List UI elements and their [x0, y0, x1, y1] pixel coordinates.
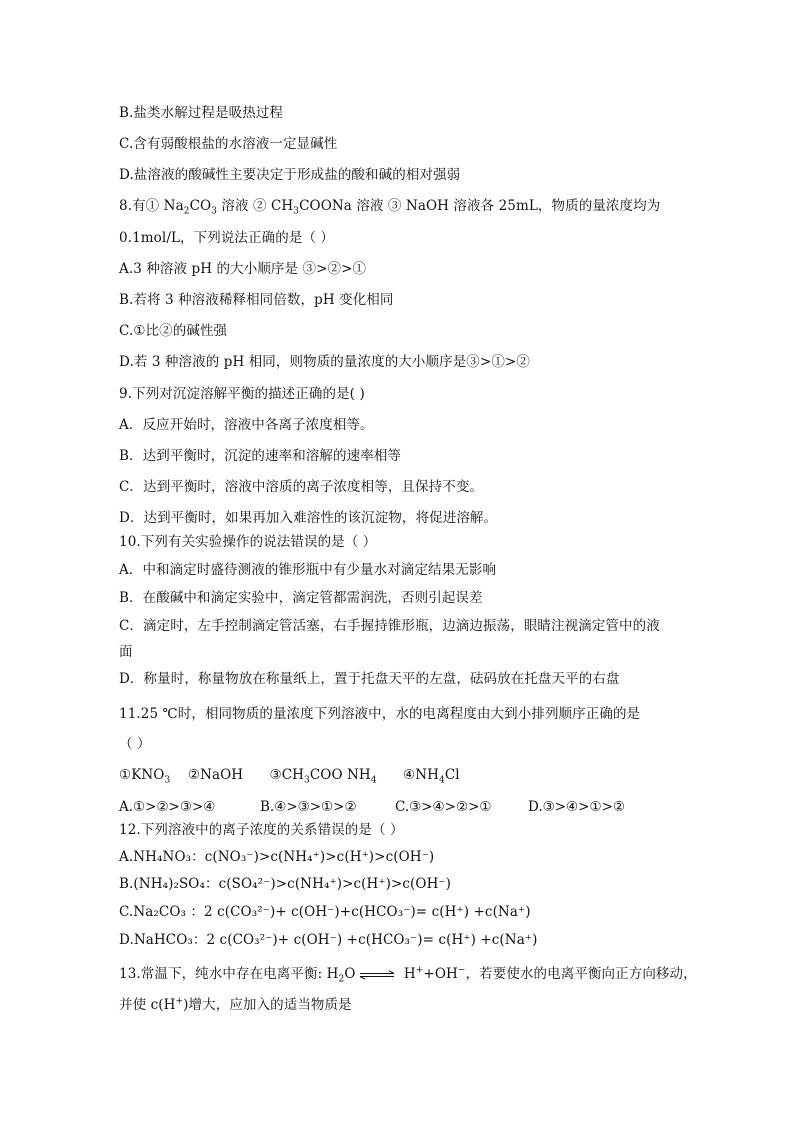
q11-options [119, 797, 679, 817]
q9-stem: 9.下列对沉淀溶解平衡的描述正确的是( ) [119, 386, 365, 402]
q12-option-d: D.NaHCO₃：2 c(CO₃²⁻)+ c(OH⁻) +c(HCO₃⁻)= c(H⁺) +c(Na⁺) [119, 932, 538, 948]
q9-option-c: C．达到平衡时，溶液中溶质的离子浓度相等，且保持不变。 [119, 479, 484, 495]
q13-stem-line1: 13.常温下，纯水中存在电离平衡: $H_2O$ H++OH−，若要使水的电离平衡向正方向移动， [119, 965, 697, 985]
q11-option-c: C.③>④>②>① [395, 799, 492, 815]
q10-option-c: C．滴定时，左手控制滴定管活塞，右手握持锥形瓶，边滴边振荡，眼睛注视滴定管中的液 [119, 618, 660, 634]
q11-solutions: $①KNO_3$ ②NaOH $③CH_3COO$ $NH_4$ $④NH_4Cl$ [119, 767, 460, 786]
q11-option-d: D.③>④>①>② [528, 799, 625, 815]
q13-stem-line2: 并使 c(H+)增大，应加入的适当物质是 [119, 996, 352, 1013]
q10-option-d: D．称量时，称量物放在称量纸上，置于托盘天平的左盘，砝码放在托盘天平的右盘 [119, 671, 620, 687]
q8-option-b: B.若将 3 种溶液稀释相同倍数，pH 变化相同 [119, 292, 394, 308]
q11-paren: （ ） [119, 736, 151, 752]
q9-option-d: D．达到平衡时，如果再加入难溶性的该沉淀物，将促进溶解。 [119, 510, 498, 526]
equilibrium-arrow-icon [358, 970, 396, 980]
q10-option-b: B．在酸碱中和滴定实验中，滴定管都需润洗，否则引起误差 [119, 590, 483, 606]
q12-option-a: A.NH₄NO₃：c(NO₃⁻)>c(NH₄⁺)>c(H⁺)>c(OH⁻) [119, 849, 435, 865]
q11-stem: 11.25 ℃时，相同物质的量浓度下列溶液中，水的电离程度由大到小排列顺序正确的是 [119, 706, 641, 722]
q11-option-a: A.①>②>③>④ [119, 799, 216, 815]
q8-stem-line1: 8.有① $Na_2CO_3$ 溶液 ② $CH_3COONa$ 溶液 ③ NaOH 溶液各 25mL，物质的量浓度均为 [119, 198, 661, 217]
q12-option-b: B.(NH₄)₂SO₄：c(SO₄²⁻)>c(NH₄⁺)>c(H⁺)>c(OH⁻) [119, 876, 452, 892]
q7-option-b: B.盐类水解过程是吸热过程 [119, 105, 284, 121]
q10-option-a: A．中和滴定时盛待测液的锥形瓶中有少量水对滴定结果无影响 [119, 562, 497, 578]
q12-option-c: C.Na₂CO₃ ：2 c(CO₃²⁻)+ c(OH⁻)+c(HCO₃⁻)= c(H⁺) +c(Na⁺) [119, 904, 531, 920]
q11-option-b: B.④>③>①>② [260, 799, 357, 815]
q9-option-b: B．达到平衡时，沉淀的速率和溶解的速率相等 [119, 448, 402, 464]
q8-stem-line2: 0.1mol/L，下列说法正确的是（ ） [119, 230, 335, 246]
q8-option-c: C.①比②的碱性强 [119, 323, 228, 339]
q9-option-a: A．反应开始时，溶液中各离子浓度相等。 [119, 417, 374, 433]
q10-stem: 10.下列有关实验操作的说法错误的是（ ） [119, 534, 377, 550]
q7-option-d: D.盐溶液的酸碱性主要决定于形成盐的酸和碱的相对强弱 [119, 167, 461, 183]
q8-option-a: A.3 种溶液 pH 的大小顺序是 ③>②>① [119, 261, 367, 277]
q8-option-d: D.若 3 种溶液的 pH 相同，则物质的量浓度的大小顺序是③>①>② [119, 354, 530, 370]
q7-option-c: C.含有弱酸根盐的水溶液一定显碱性 [119, 136, 338, 152]
q10-option-c-cont: 面 [119, 644, 133, 660]
q12-stem: 12.下列溶液中的离子浓度的关系错误的是（ ） [119, 822, 404, 838]
